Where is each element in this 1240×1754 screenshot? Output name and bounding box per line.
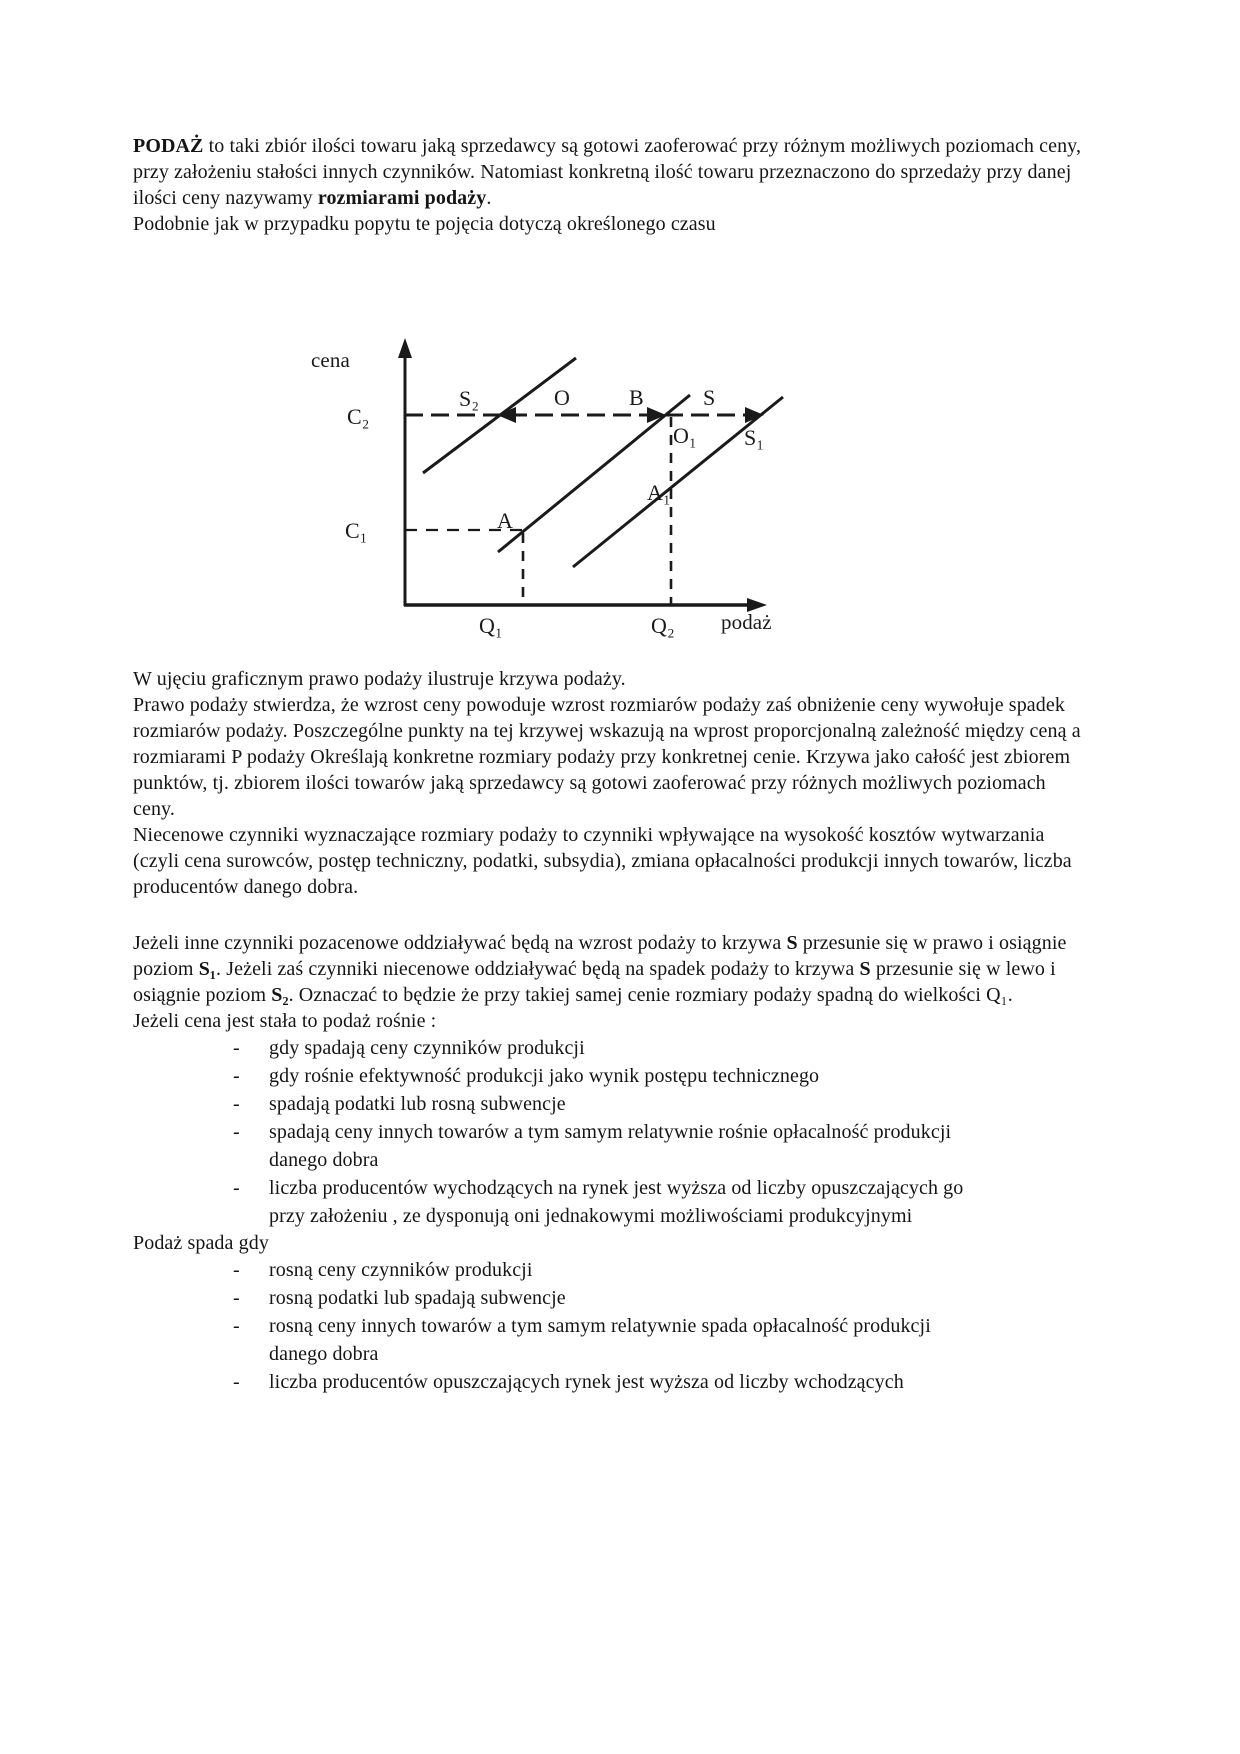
list-item bbox=[133, 1090, 1083, 1118]
list-item bbox=[133, 1312, 1083, 1368]
paragraph-intro-note: Podobnie jak w przypadku popytu te pojęcia dotyczą określonego czasu bbox=[133, 213, 716, 235]
list-item bbox=[133, 1118, 1083, 1174]
label-s: S bbox=[703, 385, 716, 410]
list-item bbox=[133, 1034, 1083, 1062]
list-item-text: rosną ceny czynników produkcji bbox=[269, 1259, 533, 1281]
label-c2: C₂ bbox=[347, 404, 370, 429]
list-dash-marker: - bbox=[233, 1287, 240, 1309]
list-item-text: gdy rośnie efektywność produkcji jako wynik postępu technicznego bbox=[269, 1065, 820, 1087]
label-b: B bbox=[629, 385, 644, 410]
document-content bbox=[133, 133, 1083, 1396]
label-a: A bbox=[497, 508, 513, 533]
list-dash-marker: - bbox=[233, 1315, 240, 1337]
paragraph-graphic-law: W ujęciu graficznym prawo podaży ilustruje krzywa podaży. bbox=[133, 668, 626, 690]
label-o: O bbox=[554, 385, 570, 410]
list-dash-marker: - bbox=[233, 1371, 240, 1393]
label-cena: cena bbox=[311, 348, 350, 372]
label-a1: A₁ bbox=[647, 480, 671, 505]
list-item bbox=[133, 1256, 1083, 1284]
paragraph-shift: Jeżeli inne czynniki pozacenowe oddziaływać będą na wzrost podaży to krzywa S przesunie się w prawo i osiągnie poziom S₁. Jeżeli zaś czynniki niecenowe oddziaływać będą na spadek podaży to krzywa S przesunie się w lewo i osiągnie poziom S₂. Oznaczać to będzie że przy takiej samej cenie rozmiary podaży spadną do wielkości Q₁. bbox=[133, 932, 1067, 1006]
list-dash-marker: - bbox=[233, 1093, 240, 1115]
label-q2: Q₂ bbox=[651, 613, 675, 638]
label-s2: S₂ bbox=[459, 386, 480, 411]
list-item-text: gdy spadają ceny czynników produkcji bbox=[269, 1037, 585, 1059]
list-dash-marker: - bbox=[233, 1259, 240, 1281]
paragraph-intro: PODAŻ to taki zbiór ilości towaru jaką sprzedawcy są gotowi zaoferować przy różnym możliwych poziomach ceny, przy założeniu stałości innych czynników. Natomiast konkretną ilość towaru przeznaczono do sprzedaży przy danej ilości ceny nazywamy rozmiarami podaży. bbox=[133, 135, 1082, 209]
list-item-text: spadają ceny innych towarów a tym samym relatywnie rośnie opłacalność produkcji danego dobra bbox=[269, 1121, 952, 1171]
supply-curve-s bbox=[498, 395, 690, 552]
list-item-text: liczba producentów opuszczających rynek jest wyższa od liczby wchodzących bbox=[269, 1371, 904, 1393]
list-item-text: spadają podatki lub rosną subwencje bbox=[269, 1093, 566, 1115]
label-s1: S₁ bbox=[744, 425, 765, 450]
list-item-text: liczba producentów wychodzących na rynek jest wyższa od liczby opuszczających go przy założeniu , ze dysponują oni jednakowymi możliwościami produkcyjnymi bbox=[269, 1177, 964, 1227]
list-item bbox=[133, 1284, 1083, 1312]
paragraph-supply-law: Prawo podaży stwierdza, że wzrost ceny powoduje wzrost rozmiarów podaży zaś obniżenie ceny wywołuje spadek rozmiarów podaży. Poszczególne punkty na tej krzywej wskazują na wprost proporcjonalną zależność między ceną a rozmiarami P podaży Określają konkretne rozmiary podaży przy konkretnej cenie. Krzywa jako całość jest zbiorem punktów, tj. zbiorem ilości towarów jaką sprzedawcy są gotowi zaoferować przy różnych możliwych poziomach ceny. bbox=[133, 694, 1081, 820]
list-item-text: rosną podatki lub spadają subwencje bbox=[269, 1287, 566, 1309]
line-decrease-intro: Podaż spada gdy bbox=[133, 1232, 269, 1254]
supply-diagram-svg bbox=[273, 295, 798, 647]
supply-decrease-list bbox=[133, 1256, 1083, 1396]
list-dash-marker: - bbox=[233, 1037, 240, 1059]
label-c1: C₁ bbox=[345, 518, 368, 543]
label-podaz: podaż bbox=[721, 610, 772, 634]
price-axis-arrow-icon bbox=[398, 338, 412, 358]
list-dash-marker: - bbox=[233, 1065, 240, 1087]
label-q1: Q₁ bbox=[479, 613, 503, 638]
line-increase-intro: Jeżeli cena jest stała to podaż rośnie : bbox=[133, 1010, 437, 1032]
paragraph-nonprice-factors: Niecenowe czynniki wyznaczające rozmiary podaży to czynniki wpływające na wysokość kosztów wytwarzania (czyli cena surowców, postęp techniczny, podatki, subsydia), zmiana opłacalności produkcji innych towarów, liczba producentów danego dobra. bbox=[133, 824, 1072, 898]
list-item-text: rosną ceny innych towarów a tym samym relatywnie spada opłacalność produkcji danego dobra bbox=[269, 1315, 931, 1365]
label-o1: O₁ bbox=[673, 423, 697, 448]
supply-diagram bbox=[273, 295, 798, 654]
list-item bbox=[133, 1368, 1083, 1396]
list-item bbox=[133, 1174, 1083, 1230]
list-item bbox=[133, 1062, 1083, 1090]
supply-increase-list bbox=[133, 1034, 1083, 1230]
list-dash-marker: - bbox=[233, 1177, 240, 1199]
list-dash-marker: - bbox=[233, 1121, 240, 1143]
